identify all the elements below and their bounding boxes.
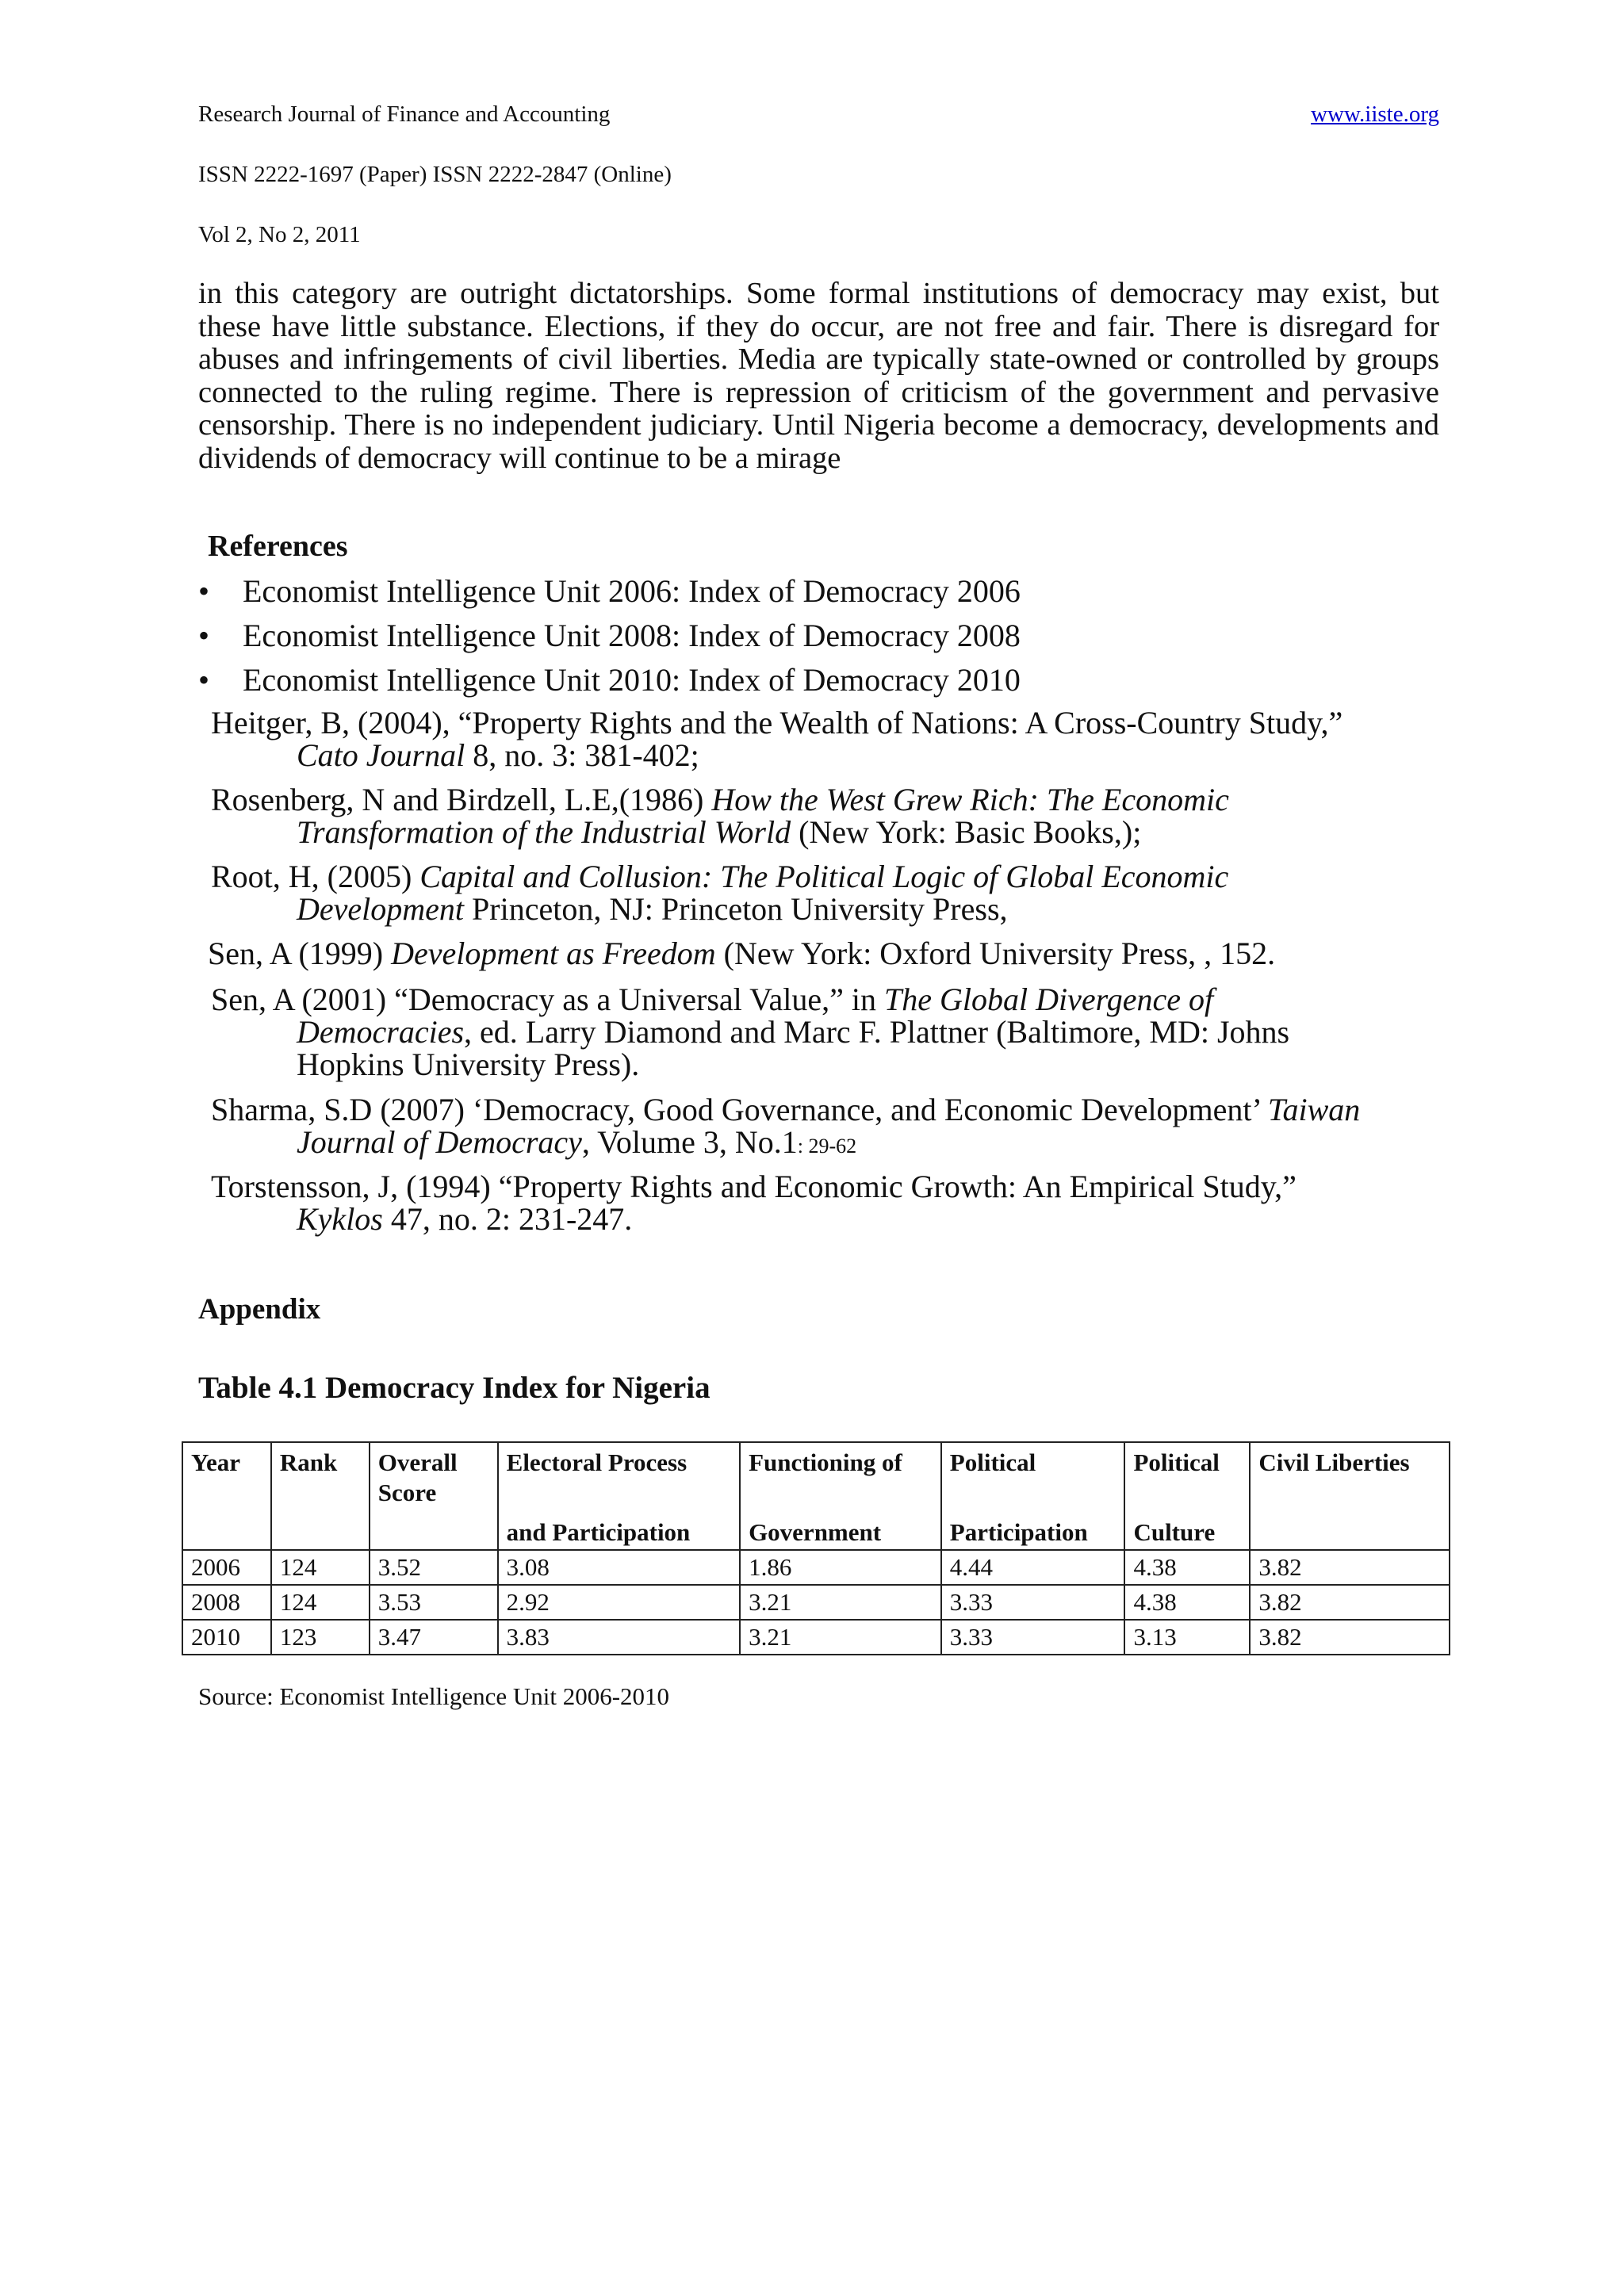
reference-sen-1999 — [208, 937, 1275, 970]
reference-author: Root, H, (2005) — [211, 859, 420, 894]
cell-civil-liberties: 3.82 — [1250, 1585, 1450, 1620]
body-line: but these have little substance. Elections, if they do occur, are not free and fair. There is — [198, 277, 1439, 343]
header-text: Political — [949, 1448, 1036, 1476]
reference-detail: , Volume 3, No.1 — [581, 1124, 798, 1160]
cell-electoral-process: 2.92 — [498, 1585, 740, 1620]
body-line: in this category are outright dictatorships. Some formal institutions of democracy may exist, — [198, 277, 1400, 310]
cell-rank: 124 — [271, 1550, 370, 1585]
cell-year: 2010 — [182, 1620, 271, 1655]
reference-title: Capital and Collusion: The Political Logic of Global Economic — [419, 859, 1229, 894]
reference-detail: 47, no. 2: 231-247. — [382, 1201, 633, 1237]
reference-title: Democracies — [297, 1014, 465, 1050]
reference-sen-2001 — [211, 983, 1289, 1081]
header-text: Electoral Process — [506, 1448, 688, 1476]
cell-functioning-of-government: 3.21 — [740, 1585, 941, 1620]
reference-title: Development as Freedom — [391, 936, 716, 971]
header-political-culture — [1124, 1442, 1250, 1550]
header-electoral-process — [498, 1442, 740, 1550]
cell-rank: 124 — [271, 1585, 370, 1620]
reference-detail: Princeton, NJ: Princeton University Press, — [464, 891, 1008, 927]
journal-url-link[interactable]: www.iiste.org — [1311, 101, 1439, 127]
header-text: and Participation — [506, 1518, 691, 1546]
reference-bullet-item — [198, 661, 1021, 699]
reference-author: Sen, A (1999) — [208, 936, 392, 971]
reference-detail: (New York: Oxford University Press, , 152. — [715, 936, 1276, 971]
democracy-index-table — [182, 1441, 1450, 1655]
cell-overall-score: 3.47 — [370, 1620, 498, 1655]
cell-political-participation: 3.33 — [941, 1585, 1125, 1620]
reference-author: Rosenberg, N and Birdzell, L.E,(1986) — [211, 782, 712, 817]
reference-title: Development — [297, 891, 465, 927]
cell-political-culture: 3.13 — [1124, 1620, 1250, 1655]
reference-detail: 8, no. 3: 381-402; — [465, 737, 699, 773]
appendix-heading: Appendix — [198, 1293, 321, 1326]
header-text: Participation — [949, 1518, 1088, 1546]
reference-journal: Journal of Democracy — [297, 1124, 582, 1160]
header-text: Functioning of — [749, 1448, 902, 1476]
cell-year: 2006 — [182, 1550, 271, 1585]
cell-civil-liberties: 3.82 — [1250, 1620, 1450, 1655]
body-line: controlled by groups connected to the ruling regime. There is repression of criticism of the — [198, 342, 1440, 409]
header-text: Score — [377, 1479, 437, 1506]
table-source: Source: Economist Intelligence Unit 2006-2010 — [198, 1682, 670, 1710]
references-heading: References — [208, 530, 348, 563]
journal-name: Research Journal of Finance and Accounting — [198, 101, 611, 127]
header-text: Overall — [377, 1448, 458, 1476]
reference-text: Economist Intelligence Unit 2006: Index of Democracy 2006 — [243, 573, 1021, 609]
body-line: become a democracy, developments and dividends of democracy will continue to be a mirage — [198, 408, 1439, 475]
table-row — [182, 1550, 1450, 1585]
bullet-icon: • — [198, 573, 210, 609]
table-title: Table 4.1 Democracy Index for Nigeria — [198, 1371, 710, 1405]
cell-electoral-process: 3.83 — [498, 1620, 740, 1655]
reference-author: Sharma, S.D (2007) ‘Democracy, Good Governance, and Economic Development’ — [211, 1092, 1268, 1127]
header-text: Government — [749, 1518, 882, 1546]
reference-journal: Taiwan — [1267, 1092, 1361, 1127]
reference-root — [211, 860, 1228, 925]
header-text: Political — [1133, 1448, 1220, 1476]
cell-political-participation: 4.44 — [941, 1550, 1125, 1585]
cell-civil-liberties: 3.82 — [1250, 1550, 1450, 1585]
reference-title: The Global Divergence of — [884, 982, 1214, 1017]
header-functioning-of-government — [740, 1442, 941, 1550]
reference-sharma — [211, 1093, 1360, 1162]
reference-bullet-item — [198, 572, 1021, 610]
reference-journal: Kyklos — [297, 1201, 383, 1237]
body-line: government and pervasive censorship. There is no independent judiciary. Until Nigeria — [198, 375, 1439, 442]
reference-line: Hopkins University Press). — [297, 1047, 640, 1082]
cell-political-participation: 3.33 — [941, 1620, 1125, 1655]
cell-electoral-process: 3.08 — [498, 1550, 740, 1585]
bullet-icon: • — [198, 618, 210, 653]
reference-rosenberg — [211, 783, 1229, 848]
body-paragraph — [198, 277, 1439, 475]
header-rank: Rank — [271, 1442, 370, 1550]
volume-line: Vol 2, No 2, 2011 — [198, 222, 361, 247]
cell-year: 2008 — [182, 1585, 271, 1620]
cell-overall-score: 3.52 — [370, 1550, 498, 1585]
cell-functioning-of-government: 1.86 — [740, 1550, 941, 1585]
table-header-row — [182, 1442, 1450, 1550]
header-overall-score — [370, 1442, 498, 1550]
reference-detail: , ed. Larry Diamond and Marc F. Plattner (Baltimore, MD: Johns — [464, 1014, 1290, 1050]
reference-bullet-item — [198, 617, 1021, 655]
table-row — [182, 1585, 1450, 1620]
reference-line: Heitger, B, (2004), “Property Rights and the Wealth of Nations: A Cross-Country Study,” — [211, 705, 1343, 740]
cell-political-culture: 4.38 — [1124, 1550, 1250, 1585]
body-line: disregard for abuses and infringements of civil liberties. Media are typically state-owned or — [198, 309, 1440, 376]
issn-line: ISSN 2222-1697 (Paper) ISSN 2222-2847 (Online) — [198, 162, 672, 187]
bullet-icon: • — [198, 662, 210, 698]
reference-text: Economist Intelligence Unit 2008: Index of Democracy 2008 — [243, 618, 1021, 653]
cell-overall-score: 3.53 — [370, 1585, 498, 1620]
reference-journal: Cato Journal — [297, 737, 465, 773]
reference-title: How the West Grew Rich: The Economic — [711, 782, 1229, 817]
reference-pages: : 29-62 — [797, 1135, 857, 1158]
cell-rank: 123 — [271, 1620, 370, 1655]
reference-heitger — [211, 706, 1342, 771]
reference-line: Torstensson, J, (1994) “Property Rights and Economic Growth: An Empirical Study,” — [211, 1169, 1297, 1204]
header-civil-liberties: Civil Liberties — [1250, 1442, 1450, 1550]
reference-detail: (New York: Basic Books,); — [791, 814, 1142, 850]
reference-title: Transformation of the Industrial World — [297, 814, 791, 850]
header-text: Culture — [1133, 1518, 1216, 1546]
table-row — [182, 1620, 1450, 1655]
cell-functioning-of-government: 3.21 — [740, 1620, 941, 1655]
reference-author: Sen, A (2001) “Democracy as a Universal Value,” in — [211, 982, 885, 1017]
cell-political-culture: 4.38 — [1124, 1585, 1250, 1620]
header-political-participation — [941, 1442, 1125, 1550]
reference-torstensson — [211, 1170, 1297, 1235]
reference-text: Economist Intelligence Unit 2010: Index of Democracy 2010 — [243, 662, 1021, 698]
header-year: Year — [182, 1442, 271, 1550]
